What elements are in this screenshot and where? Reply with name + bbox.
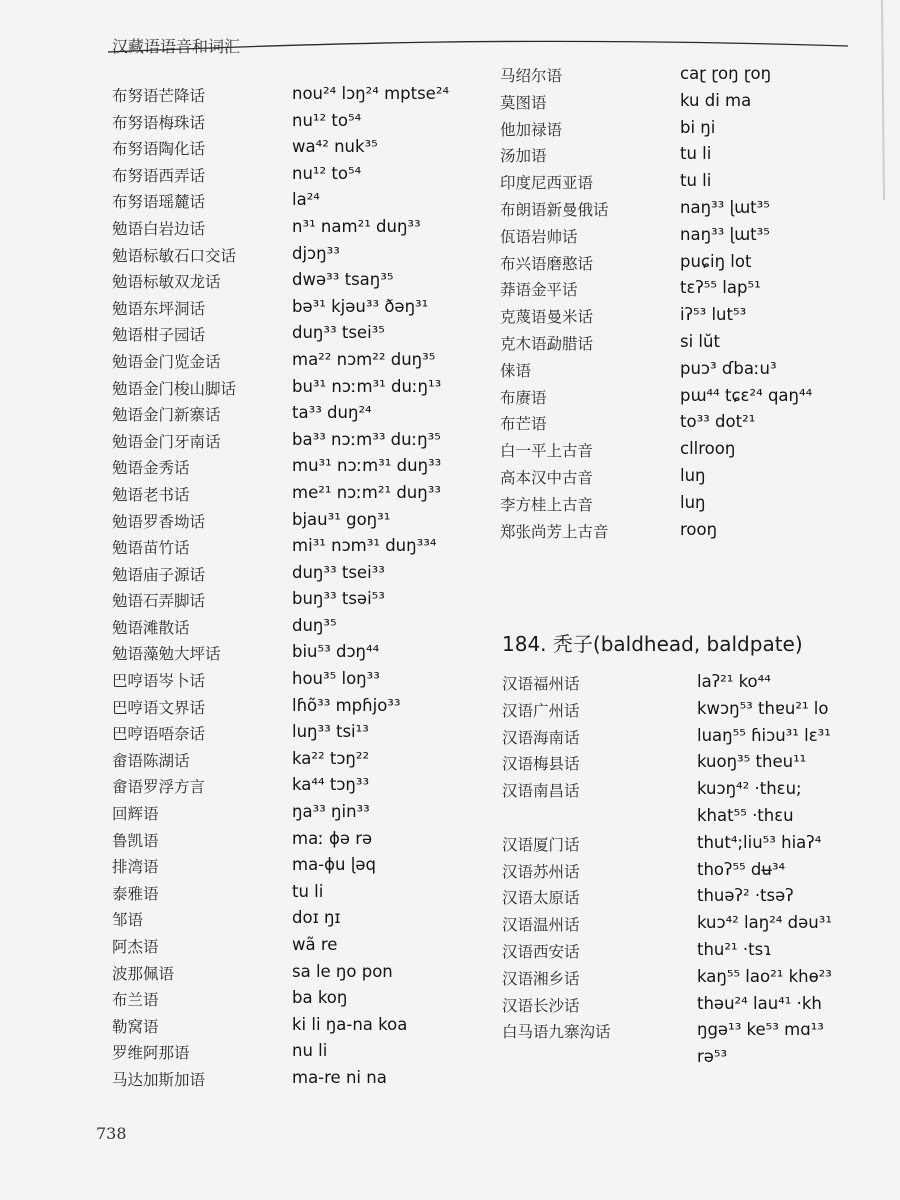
entry-row	[500, 144, 880, 171]
entry-row	[502, 940, 882, 967]
language-name: 白一平上古音	[500, 442, 594, 461]
word-form: ka⁴⁴ tɔŋ³³	[292, 775, 370, 795]
entry-row	[112, 190, 472, 217]
language-name: 汉语南昌话	[502, 782, 580, 801]
entry-row	[500, 386, 880, 413]
language-name: 莽语金平话	[500, 281, 578, 300]
language-name: 布朗语新曼俄话	[500, 200, 609, 219]
section-heading	[502, 628, 803, 657]
entry-row	[112, 935, 472, 962]
language-name: 畲语陈湖话	[112, 751, 190, 770]
language-name: 莫图语	[500, 93, 547, 112]
language-name: 勉语金门新寨话	[112, 406, 221, 425]
language-name: 布兰语	[112, 991, 159, 1010]
word-form: pɯ⁴⁴ tɕɛ²⁴ qaŋ⁴⁴	[680, 385, 813, 405]
word-form: si lŭt	[680, 331, 720, 351]
entry-row	[112, 217, 472, 244]
entry-row	[112, 483, 472, 510]
language-name: 勉语标敏石口交话	[112, 246, 237, 265]
word-form: luŋ	[680, 492, 706, 512]
entry-row	[502, 886, 882, 913]
word-form: naŋ³³ ɭɯt³⁵	[680, 224, 770, 244]
word-form: iʔ⁵³ lut⁵³	[680, 305, 747, 325]
language-name: 勒窝语	[112, 1017, 159, 1036]
word-form: nu¹² to⁵⁴	[292, 110, 362, 130]
word-form: kwɔŋ⁵³ thɐu²¹ lo	[697, 698, 829, 718]
word-form: ku di ma	[680, 90, 752, 110]
word-form: nu¹² to⁵⁴	[292, 163, 362, 183]
entry-row	[112, 882, 472, 909]
language-name: 汉语太原话	[502, 889, 580, 908]
word-form: wã re	[292, 935, 338, 954]
language-name: 波那佩语	[112, 964, 175, 983]
word-form: naŋ³³ ɭɯt³⁵	[680, 197, 770, 217]
language-name: 畲语罗浮方言	[112, 778, 206, 797]
entry-row	[112, 802, 472, 829]
word-form: bu³¹ nɔːm³¹ duːŋ¹³	[292, 376, 442, 396]
entry-row	[112, 962, 472, 989]
word-form: khat⁵⁵ ·thɛu	[697, 805, 794, 825]
entry-row	[500, 225, 880, 252]
word-form: thuəʔ² ·tsəʔ	[697, 886, 794, 906]
entry-row	[502, 1020, 882, 1047]
word-form: tu li	[680, 171, 712, 191]
language-name: 罗维阿那语	[112, 1044, 190, 1063]
language-name: 排湾语	[112, 858, 159, 877]
entry-row	[112, 164, 472, 191]
language-name: 汉语温州话	[502, 916, 580, 935]
word-form: duŋ³³ tsei³⁵	[292, 323, 385, 343]
word-form: thu²¹ ·tsɿ	[697, 939, 772, 959]
language-name: 高本汉中古音	[500, 468, 594, 487]
language-name: 勉语东坪洞话	[112, 299, 206, 318]
entry-row	[502, 672, 882, 699]
language-name: 勉语老书话	[112, 485, 190, 504]
entry-row	[112, 589, 472, 616]
language-name: 布兴语磨憨话	[500, 254, 594, 273]
entry-row	[112, 244, 472, 271]
language-name: 勉语罗香坳话	[112, 512, 206, 531]
word-form: laʔ²¹ ko⁴⁴	[697, 672, 771, 691]
entry-row	[500, 520, 880, 547]
word-form: ba³³ nɔːm³³ duːŋ³⁵	[292, 429, 441, 449]
language-name: 勉语滩散话	[112, 618, 190, 637]
entry-row	[112, 456, 472, 483]
entry-row	[112, 669, 472, 696]
word-form: wa⁴² nuk³⁵	[292, 137, 378, 157]
language-name: 勉语苗竹话	[112, 539, 190, 558]
entry-row	[112, 430, 472, 457]
word-form: ka²² tɔŋ²²	[292, 748, 370, 768]
entry-row	[112, 616, 472, 643]
entry-row	[502, 806, 882, 833]
language-name: 勉语金秀话	[112, 459, 190, 478]
entry-row	[112, 696, 472, 723]
entry-row	[500, 91, 880, 118]
entry-row	[112, 1015, 472, 1042]
entry-row	[112, 1068, 472, 1095]
word-form: sa le ŋo pon	[292, 961, 393, 981]
section-number: 184.	[502, 632, 547, 656]
entry-row	[502, 726, 882, 753]
entry-row	[112, 137, 472, 164]
language-name: 佤语岩帅话	[500, 227, 578, 246]
entry-row	[500, 332, 880, 359]
entry-row	[502, 967, 882, 994]
entry-row	[500, 493, 880, 520]
word-form: ŋgə¹³ ke⁵³ mɑ¹³	[697, 1020, 824, 1040]
word-form: ma-re ni na	[292, 1067, 387, 1087]
word-form: cllrooŋ	[680, 439, 736, 459]
entry-row	[112, 84, 472, 111]
language-name: 回辉语	[112, 805, 159, 824]
word-form: nu li	[292, 1041, 328, 1061]
language-name: 勉语标敏双龙话	[112, 273, 221, 292]
entry-row	[500, 118, 880, 145]
word-form: me²¹ nɔːm²¹ duŋ³³	[292, 482, 441, 502]
word-form: ta³³ duŋ²⁴	[292, 403, 372, 423]
word-form: bi ŋi	[680, 117, 716, 137]
word-form: tu li	[680, 144, 712, 164]
running-header: 汉藏语语音和词汇	[112, 37, 241, 56]
language-name: 郑张尚芳上古音	[500, 522, 609, 541]
page-number: 738	[96, 1124, 127, 1143]
language-name: 汉语苏州话	[502, 862, 580, 881]
entry-row	[502, 994, 882, 1021]
word-form: mi³¹ nɔm³¹ duŋ³³⁴	[292, 536, 437, 556]
word-form: thəu²⁴ lau⁴¹ ·kh	[697, 993, 822, 1013]
language-name: 布努语瑶麓话	[112, 193, 206, 212]
language-name: 布努语梅珠话	[112, 113, 206, 132]
right-column-bottom	[502, 672, 882, 1074]
right-column-top	[500, 64, 880, 546]
language-name: 汉语湘乡话	[502, 969, 580, 988]
entry-row	[500, 278, 880, 305]
word-form: ŋa³³ ŋin³³	[292, 802, 370, 822]
section-title-text: 秃子(baldhead, baldpate)	[552, 632, 803, 656]
language-name: 阿杰语	[112, 938, 159, 956]
entry-row	[112, 563, 472, 590]
language-name: 布努语陶化话	[112, 140, 206, 159]
word-form: thoʔ⁵⁵ dʉ³⁴	[697, 859, 786, 879]
entry-row	[502, 699, 882, 726]
word-form: bjau³¹ goŋ³¹	[292, 509, 391, 529]
entry-row	[500, 171, 880, 198]
word-form: djɔŋ³³	[292, 243, 340, 263]
entry-row	[500, 359, 880, 386]
entry-row	[112, 297, 472, 324]
word-form: bə³¹ kjəu³³ ðəŋ³¹	[292, 296, 429, 316]
entry-row	[112, 988, 472, 1015]
language-name: 马达加斯加语	[112, 1070, 206, 1089]
entry-row	[112, 722, 472, 749]
left-column	[112, 84, 472, 1095]
language-name: 印度尼西亚语	[500, 174, 594, 193]
entry-row	[112, 642, 472, 669]
word-form: buŋ³³ tsəi⁵³	[292, 589, 385, 609]
entry-row	[502, 1047, 882, 1074]
language-name: 勉语金门梭山脚话	[112, 379, 237, 398]
word-form: ki li ŋa-na koa	[292, 1014, 408, 1034]
word-form: n³¹ nam²¹ duŋ³³	[292, 216, 421, 236]
word-form: thut⁴;liu⁵³ hiaʔ⁴	[697, 832, 822, 852]
word-form: mu³¹ nɔːm³¹ duŋ³³	[292, 456, 442, 476]
word-form: rə⁵³	[697, 1047, 728, 1067]
language-name: 汉语广州话	[502, 701, 580, 720]
word-form: puɕiŋ lot	[680, 251, 752, 271]
entry-row	[112, 111, 472, 138]
language-name: 汉语长沙话	[502, 996, 580, 1015]
entry-row	[112, 749, 472, 776]
word-form: tu li	[292, 881, 324, 901]
entry-row	[502, 752, 882, 779]
entry-row	[500, 252, 880, 279]
word-form: tɛʔ⁵⁵ lap⁵¹	[680, 278, 761, 298]
entry-row	[502, 860, 882, 887]
word-form: lɦõ³³ mpɦjo³³	[292, 695, 401, 715]
entry-row	[500, 198, 880, 225]
language-name: 鲁凯语	[112, 831, 159, 850]
entry-row	[500, 439, 880, 466]
entry-row	[112, 775, 472, 802]
language-name: 汉语海南话	[502, 728, 580, 747]
word-form: hou³⁵ loŋ³³	[292, 669, 380, 689]
language-name: 巴哼语岑卜话	[112, 672, 206, 691]
word-form: luaŋ⁵⁵ ɦiɔu³¹ lɛ³¹	[697, 725, 831, 745]
word-form: duŋ³³ tsei³³	[292, 562, 385, 582]
language-name: 巴哼语文界话	[112, 698, 206, 717]
language-name: 李方桂上古音	[500, 495, 594, 514]
word-form: nou²⁴ lɔŋ²⁴ mptse²⁴	[292, 84, 450, 103]
language-name: 汤加语	[500, 147, 547, 166]
entry-row	[112, 510, 472, 537]
language-name: 汉语西安话	[502, 942, 580, 961]
word-form: kuoŋ³⁵ theu¹¹	[697, 752, 807, 772]
word-form: la²⁴	[292, 190, 320, 210]
entry-row	[112, 829, 472, 856]
language-name: 巴哼语唔奈话	[112, 725, 206, 744]
entry-row	[500, 412, 880, 439]
entry-row	[112, 536, 472, 563]
language-name: 汉语福州话	[502, 675, 580, 693]
language-name: 汉语厦门话	[502, 835, 580, 854]
language-name: 克蔑语曼米话	[500, 308, 594, 327]
word-form: kaŋ⁵⁵ lao²¹ khɵ²³	[697, 966, 832, 986]
word-form: puɔ³ ɗbaːu³	[680, 358, 777, 378]
word-form: duŋ³⁵	[292, 615, 337, 635]
word-form: doɪ ŋɪ	[292, 908, 341, 928]
entry-row	[112, 855, 472, 882]
entry-row	[112, 1041, 472, 1068]
language-name: 白马语九寨沟话	[502, 1023, 611, 1042]
language-name: 勉语柑子园话	[112, 326, 206, 345]
entry-row	[500, 466, 880, 493]
entry-row	[112, 270, 472, 297]
entry-row	[502, 833, 882, 860]
entry-row	[500, 64, 880, 91]
entry-row	[502, 913, 882, 940]
entry-row	[112, 350, 472, 377]
word-form: luŋ	[680, 465, 706, 485]
word-form: ba koŋ	[292, 988, 348, 1008]
word-form: ma²² nɔm²² duŋ³⁵	[292, 349, 436, 369]
language-name: 勉语庙子源话	[112, 565, 206, 584]
language-name: 勉语藻勉大坪话	[112, 645, 221, 664]
language-name: 勉语金门览金话	[112, 352, 221, 371]
word-form: ma-ɸu ɭəq	[292, 855, 376, 875]
word-form: dwə³³ tsaŋ³⁵	[292, 270, 394, 290]
language-name: 布赓语	[500, 388, 547, 407]
word-form: maː ɸə rə	[292, 828, 373, 848]
language-name: 布努语西弄话	[112, 166, 206, 185]
word-form: caɽ ɽoŋ ɽoŋ	[680, 64, 772, 83]
language-name: 布努语芒降话	[112, 87, 206, 105]
language-name: 布芒语	[500, 415, 547, 434]
entry-row	[112, 323, 472, 350]
language-name: 马绍尔语	[500, 67, 563, 85]
language-name: 克木语勐腊话	[500, 334, 594, 353]
language-name: 泰雅语	[112, 884, 159, 903]
language-name: 他加禄语	[500, 120, 563, 139]
word-form: kuɔ⁴² laŋ²⁴ dəu³¹	[697, 913, 832, 933]
language-name: 勉语白岩边话	[112, 219, 206, 238]
word-form: to³³ dot²¹	[680, 412, 756, 432]
language-name: 汉语梅县话	[502, 755, 580, 774]
word-form: luŋ³³ tsi¹³	[292, 722, 369, 742]
language-name: 俫语	[500, 361, 532, 380]
word-form: biu⁵³ dɔŋ⁴⁴	[292, 642, 380, 662]
entry-row	[500, 305, 880, 332]
entry-row	[112, 403, 472, 430]
entry-row	[112, 377, 472, 404]
entry-row	[502, 779, 882, 806]
word-form: rooŋ	[680, 519, 718, 539]
word-form: kuɔŋ⁴² ·thɛu;	[697, 779, 802, 799]
language-name: 勉语石弄脚话	[112, 592, 206, 611]
language-name: 邹语	[112, 911, 144, 930]
language-name: 勉语金门牙南话	[112, 432, 221, 451]
entry-row	[112, 908, 472, 935]
